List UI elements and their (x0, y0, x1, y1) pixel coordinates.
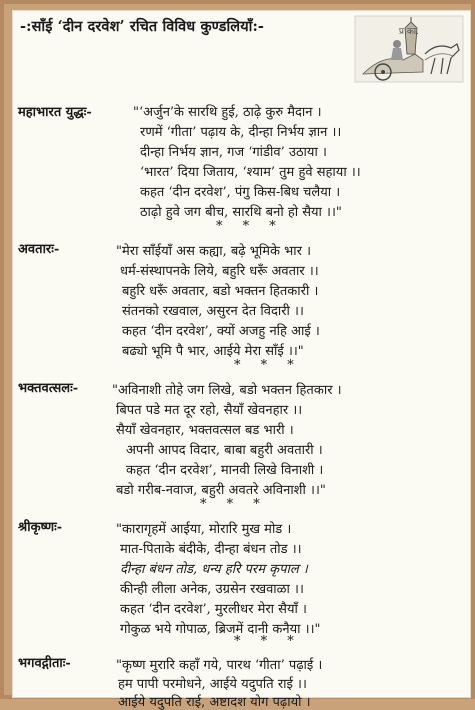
verse-line: कीन्ही लीला अनेक, उग्रसेन रखवाळा ।। (120, 582, 304, 597)
verse-line: धर्म-संस्थापनके लिये, बहुरि धरूँ अवतार ।। (120, 264, 319, 279)
section-heading-bhagavadgita: भगवद्गीताः- (18, 656, 71, 671)
page-title: -:साँई ‘दीन दरवेश’ रचित विविध कुण्डलियाँ:- (20, 18, 265, 35)
verse-line: अपनी आपद विदार, बाबा बहुरी अवतारी । (126, 443, 323, 458)
verse-line: कहत ‘दीन दरवेश’, क्यों अजहु नहि आई । (122, 324, 320, 339)
verse-line: बढ्यो भूमि पै भार, आईये मेरा साँई ।।" (122, 344, 304, 359)
section-heading-mahabharat: महाभारत युद्धः- (18, 105, 92, 120)
verse-line: बहुरि धरूँ अवतार, बडो भक्तन हितकारी । (122, 284, 319, 299)
verse-line: बिपत पडे मत दूर रहो, सैयाँ खेवनहार ।। (116, 403, 303, 418)
verse-line-handwritten: दीन्हा बंधन तोड, धन्य हरि परम कृपाल । (120, 562, 308, 577)
section-heading-bhaktavatsal: भक्तवत्सलः- (18, 381, 79, 396)
section-heading-shrikrishna: श्रीकृष्णः- (18, 520, 63, 535)
section-divider-stars: * * * (234, 358, 302, 373)
stamp-text: प्र.का. (398, 27, 419, 37)
verse-line: गोकुळ भये गोपाळ, ब्रिजमें दानी कनैया ।।" (120, 622, 321, 637)
verse-line: संतनको रखवाल, असुरन देत विदारी ।। (122, 304, 304, 319)
verse-line: दीन्हा निर्भय ज्ञान, गज ‘गांडीव’ उठाया । (140, 145, 327, 160)
verse-line: आईये यदुपति राई, अष्टादश योग पढ़ायो । (118, 695, 311, 710)
verse-line: "कारागृहमें आईया, मोरारि मुख मोड । (116, 522, 292, 537)
verse-line: "मेरा साँईयाँ अस कह्या, बढ़े भूमिके भार । (116, 244, 311, 259)
verse-line: "‘अर्जुन’के सारथि हुई, ठाढ़े कुरु मैदान । (133, 105, 322, 120)
verse-line: बडो गरीब-नवाज, बहुरी अवतरे अविनाशी ।।" (116, 483, 326, 498)
section-divider-stars: * * * (234, 634, 302, 649)
verse-line: हम पापी परमोधने, आईये यदुपति राई ।। (118, 677, 307, 692)
document-page (12, 10, 471, 710)
section-heading-avatar: अवतारः- (18, 242, 60, 257)
verse-line: सैयाँ खेवनहार, भक्तवत्सल बड भारी । (116, 423, 294, 438)
verse-line: कहत ‘दीन दरवेश’, पंगु किस-बिध चलैया । (140, 185, 341, 200)
verse-line: "अविनाशी तोहे जग लिखे, बडो भक्तन हितकार । (112, 383, 342, 398)
verse-line: कहत ‘दीन दरवेश’, मुरलीधर मेरा सैयाँ । (120, 602, 307, 617)
verse-line: कहत ‘दीन दरवेश’, मानवी लिखे विनाशी । (126, 463, 324, 478)
section-divider-stars: * * * (200, 497, 268, 512)
verse-line: ठाढ़ो हुवे जग बीच, सारथि बनो हो सैया ।।" (140, 205, 342, 220)
verse-line: रणमें ‘गीता’ पढ़ाय के, दीन्हा निर्भय ज्ञान ।। (140, 125, 342, 140)
verse-line: मात-पिताके बंदीके, दीन्हा बंधन तोड ।। (120, 542, 302, 557)
verse-line: ‘भारत’ दिया जिताय, ‘श्याम’ तुम हुवे सहाया ।। (140, 165, 361, 180)
verse-line: "कृष्ण मुरारि कहाँ गये, पारथ ‘गीता’ पढ़ाई । (116, 658, 323, 673)
section-divider-stars: * * * (216, 219, 284, 234)
